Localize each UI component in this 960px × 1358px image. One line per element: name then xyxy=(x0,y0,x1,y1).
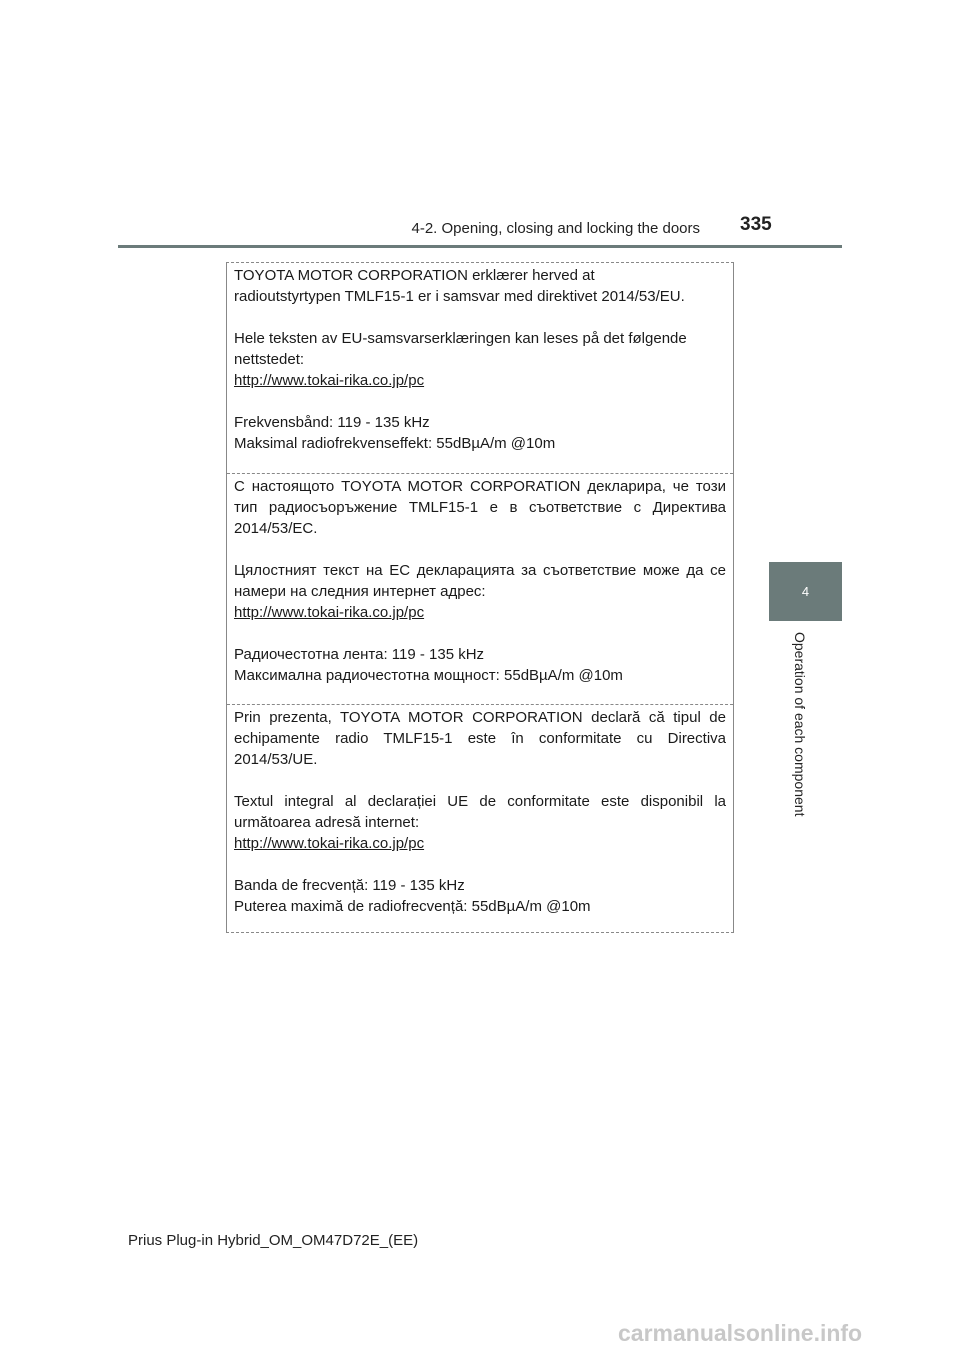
declaration-bulgarian xyxy=(227,474,733,705)
bulgarian-power: Максимална радиочестотна мощност: 55dBµA/m @10m xyxy=(234,667,623,684)
bulgarian-band: Радиочестотна лента: 119 - 135 kHz xyxy=(234,646,485,663)
romanian-link[interactable]: http://www.tokai-rika.co.jp/pc xyxy=(234,835,425,852)
norwegian-line4: nettstedet: xyxy=(234,351,305,368)
header-rule xyxy=(118,245,842,248)
declaration-norwegian xyxy=(227,265,733,474)
romanian-para1: Prin prezenta, TOYOTA MOTOR CORPORATION declară că tipul de echipamente radio TMLF15-1 este în conformitate cu Directiva 2014/53/UE. xyxy=(234,709,726,768)
norwegian-power: Maksimal radiofrekvenseffekt: 55dBµA/m @10m xyxy=(234,435,556,452)
section-title: 4-2. Opening, closing and locking the doors xyxy=(411,220,700,237)
chapter-tab[interactable] xyxy=(769,562,842,621)
romanian-para2: Textul integral al declarației UE de conformitate este disponibil la următoarea adresă internet: xyxy=(234,793,726,831)
bulgarian-para2: Цялостният текст на ЕС декларацията за съответствие може да се намери на следния интернет адрес: xyxy=(234,562,726,600)
chapter-number: 4 xyxy=(801,584,810,599)
norwegian-line1: TOYOTA MOTOR CORPORATION erklærer herved at xyxy=(234,267,595,284)
declaration-romanian xyxy=(227,705,733,932)
watermark: carmanualsonline.info xyxy=(618,1320,863,1346)
page-number: 335 xyxy=(740,214,772,235)
romanian-band: Banda de frecvență: 119 - 135 kHz xyxy=(234,877,465,894)
manual-id: Prius Plug-in Hybrid_OM_OM47D72E_(EE) xyxy=(128,1232,419,1249)
bulgarian-para1: С настоящото TOYOTA MOTOR CORPORATION декларира, че този тип радиосъоръжение TMLF15-1 е в съответствие с Директива 2014/53/ЕС. xyxy=(234,478,726,537)
declaration-table xyxy=(226,262,734,933)
chapter-title: Operation of each component xyxy=(792,632,808,817)
norwegian-link[interactable]: http://www.tokai-rika.co.jp/pc xyxy=(234,372,425,389)
norwegian-line3: Hele teksten av EU-samsvarserklæringen kan leses på det følgende xyxy=(234,330,687,347)
norwegian-line2: radioutstyrtypen TMLF15-1 er i samsvar med direktivet 2014/53/EU. xyxy=(234,288,685,305)
bulgarian-link[interactable]: http://www.tokai-rika.co.jp/pc xyxy=(234,604,425,621)
norwegian-band: Frekvensbånd: 119 - 135 kHz xyxy=(234,414,430,431)
romanian-power: Puterea maximă de radiofrecvență: 55dBµA/m @10m xyxy=(234,898,591,915)
